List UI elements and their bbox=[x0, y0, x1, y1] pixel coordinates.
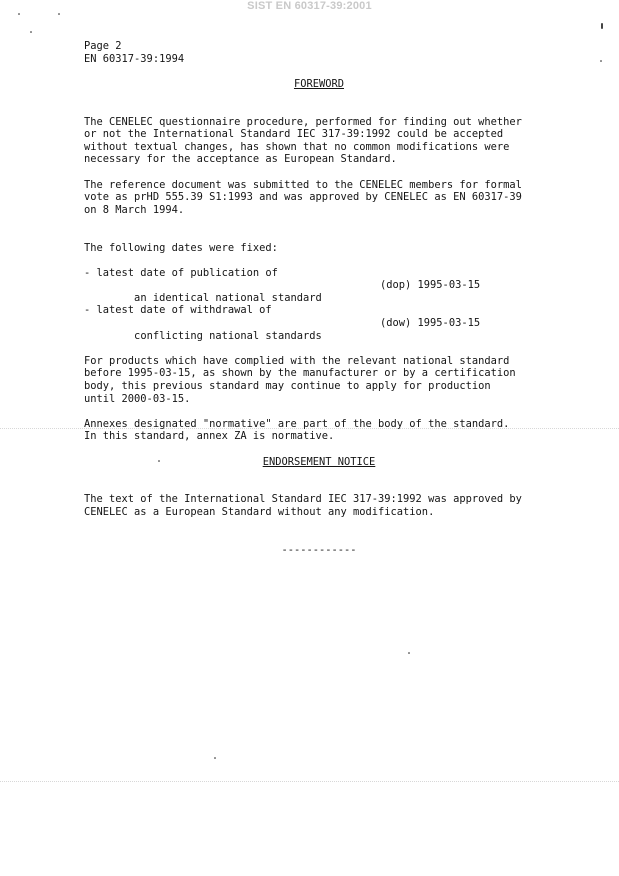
date-item-value: (dow) 1995-03-15 bbox=[380, 317, 481, 330]
document-id: EN 60317-39:1994 bbox=[84, 52, 185, 65]
foreword-heading: FOREWORD bbox=[293, 77, 345, 90]
date-item-value: (dop) 1995-03-15 bbox=[380, 279, 481, 292]
scan-speck bbox=[600, 60, 602, 62]
endorsement-paragraph: The text of the International Standard IEC 317-39:1992 was approved by CENELEC as a European Standard without any modification. bbox=[84, 493, 522, 518]
foreword-paragraph-2: The reference document was submitted to the CENELEC members for formal vote as prHD 555.39 S1:1993 and was approved by CENELEC as EN 60317-39 on 8 March 1994. bbox=[84, 178, 522, 216]
foreword-paragraph-3: For products which have complied with the relevant national standard before 1995-03-15, as shown by the manufacturer or by a certification body, this previous standard may continue to apply for production until 2000-03-15. bbox=[84, 354, 516, 405]
dates-intro: The following dates were fixed: bbox=[84, 241, 278, 254]
endorsement-heading: ENDORSEMENT NOTICE bbox=[262, 455, 376, 468]
scan-artifact-line bbox=[0, 781, 619, 782]
end-rule: ------------ bbox=[281, 543, 357, 556]
watermark: SIST EN 60317-39:2001 bbox=[247, 0, 372, 12]
scan-speck bbox=[58, 13, 60, 15]
date-item-label: an identical national standard bbox=[121, 291, 322, 304]
page-body bbox=[84, 40, 554, 556]
date-item-label: conflicting national standards bbox=[121, 329, 322, 342]
scan-speck bbox=[408, 652, 410, 654]
scan-speck bbox=[601, 23, 603, 29]
foreword-paragraph-1: The CENELEC questionnaire procedure, performed for finding out whether or not the International Standard IEC 317-39:1992 could be accepted without textual changes, has shown that no common modifications were necessary for the acceptance as European Standard. bbox=[84, 115, 522, 166]
scan-speck bbox=[30, 31, 32, 33]
scan-speck bbox=[18, 13, 20, 15]
scan-speck bbox=[214, 757, 216, 759]
date-item-dow: - latest date of withdrawal of conflicting national standards (dow) 1995-03-15 bbox=[84, 304, 481, 342]
date-item-dop: - latest date of publication of an identical national standard (dop) 1995-03-15 bbox=[84, 266, 481, 304]
foreword-paragraph-4: Annexes designated "normative" are part of the body of the standard. In this standard, annex ZA is normative. bbox=[84, 417, 510, 443]
page-number: Page 2 bbox=[84, 40, 122, 52]
